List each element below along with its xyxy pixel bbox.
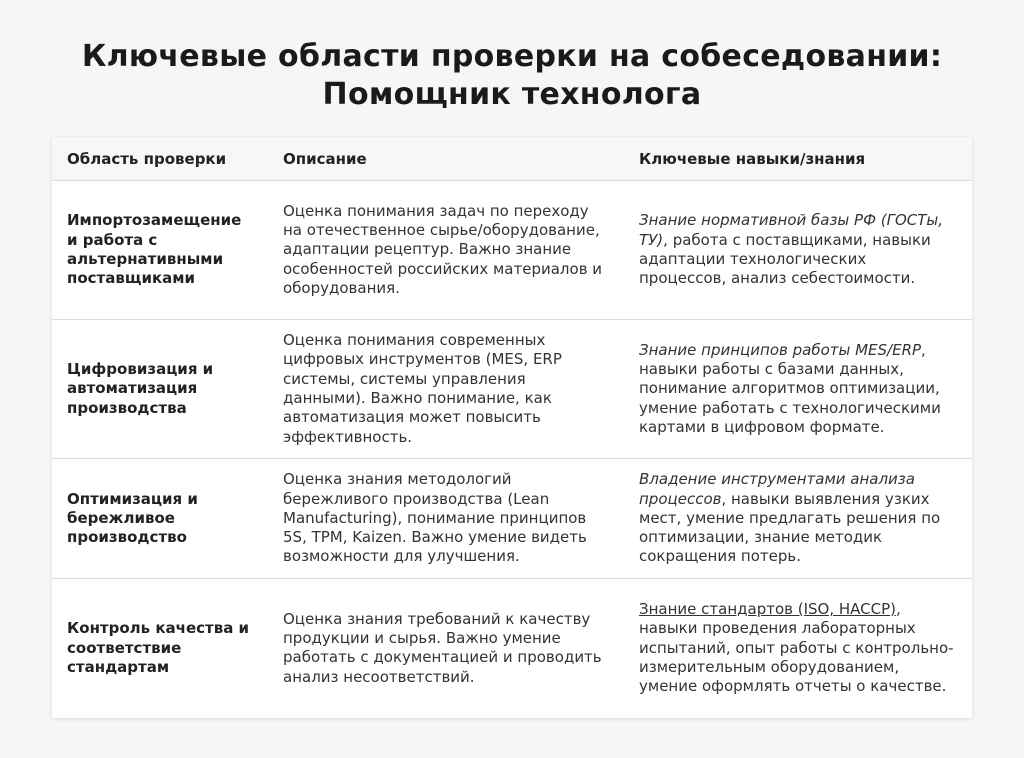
skills-text: , навыки проведения лабораторных испытаний, опыт работы с контрольно-измерительным оборудованием, умение оформлять отчеты о качестве. (639, 600, 954, 696)
table-row (52, 181, 972, 320)
page-title (0, 38, 1024, 114)
skills-table-card (52, 137, 972, 718)
skills-emphasis: Знание нормативной базы РФ (ГОСТы, ТУ) (639, 211, 944, 249)
table-row (52, 459, 972, 579)
page-title-line-2: Помощник технолога (322, 77, 702, 112)
page-title-line-1: Ключевые области проверки на собеседовании: (81, 39, 943, 74)
skills-emphasis: Знание принципов работы MES/ERP (639, 340, 922, 359)
row-description: Оценка понимания современных цифровых инструментов (MES, ERP системы, системы управления данными). Важно понимание, как автоматизация может повысить эффективность. (268, 320, 624, 459)
row-skills (624, 181, 972, 320)
row-description: Оценка знания методологий бережливого производства (Lean Manufacturing), понимание принципов 5S, TPM, Kaizen. Важно умение видеть возможности для улучшения. (268, 459, 624, 579)
skills-text: , работа с поставщиками, навыки адаптации технологических процессов, анализ себестоимости. (639, 230, 931, 288)
skills-text: , навыки выявления узких мест, умение предлагать решения по оптимизации, знание методик сокращения потерь. (639, 489, 941, 566)
row-skills (624, 320, 972, 459)
header-description: Описание (268, 137, 624, 181)
table-header-row (52, 137, 972, 181)
table-row (52, 579, 972, 718)
row-description: Оценка понимания задач по переходу на отечественное сырье/оборудование, адаптации рецептур. Важно знание особенностей российских материалов и оборудования. (268, 181, 624, 320)
skills-emphasis: Владение инструментами анализа процессов (639, 470, 915, 508)
row-area: Импортозамещение и работа с альтернативными поставщиками (52, 181, 268, 320)
row-skills (624, 579, 972, 718)
row-skills (624, 459, 972, 579)
skills-emphasis: Знание стандартов (ISO, HACCP) (639, 600, 897, 618)
table-row (52, 320, 972, 459)
header-skills: Ключевые навыки/знания (624, 137, 972, 181)
skills-text: , навыки работы с базами данных, понимание алгоритмов оптимизации, умение работать с технологическими картами в цифровом формате. (639, 340, 941, 436)
skills-table (52, 137, 972, 718)
row-description: Оценка знания требований к качеству продукции и сырья. Важно умение работать с документацией и проводить анализ несоответствий. (283, 609, 602, 686)
row-area: Контроль качества и соответствие стандартам (67, 619, 250, 676)
row-area: Оптимизация и бережливое производство (52, 459, 268, 579)
row-area: Цифровизация и автоматизация производства (52, 320, 268, 459)
header-area: Область проверки (52, 137, 268, 181)
